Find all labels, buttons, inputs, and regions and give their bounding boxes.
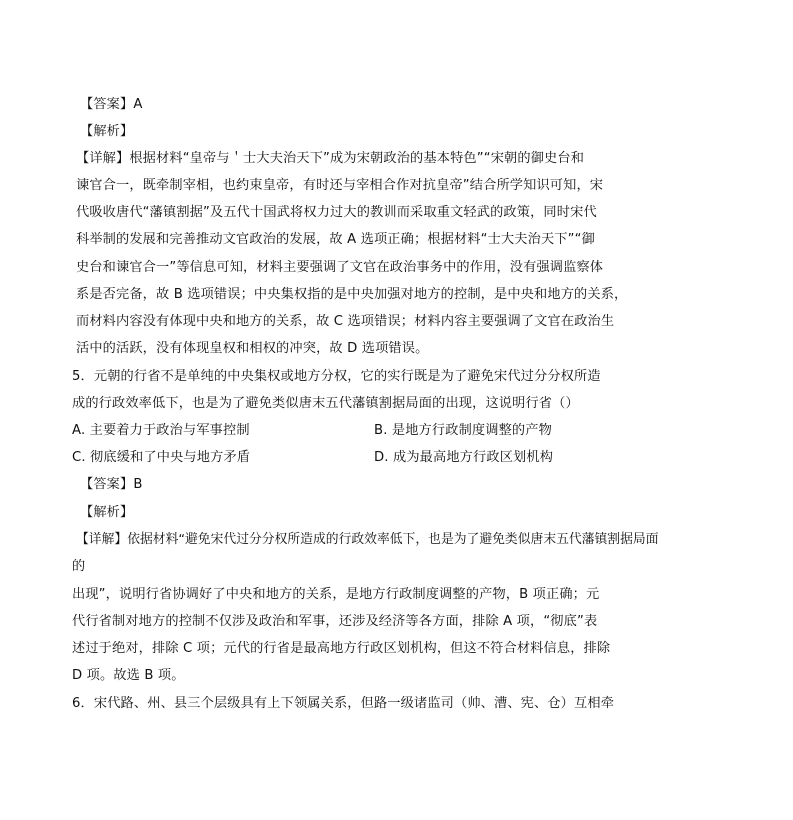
q4-detail-line: 代吸收唐代“藩镇割据”及五代十国武将权力过大的教训而采取重文轻武的政策，同时宋代 — [76, 205, 597, 220]
q5-stem-line: 成的行政效率低下，也是为了避免类似唐末五代藩镇割据局面的出现，这说明行省（） — [72, 396, 579, 411]
q4-detail-line: 【详解】根据材料“皇帝与＇士大夫治天下”成为宋朝政治的基本特色”“宋朝的御史台和 — [76, 151, 585, 166]
q4-detail-line: 活中的活跃，没有体现皇权和相权的冲突，故 D 选项错误。 — [76, 341, 429, 356]
q5-answer: 【答案】B — [80, 477, 143, 492]
q5-detail-line: 的 — [72, 559, 86, 574]
q5-detail-line: 代行省制对地方的控制不仅涉及政治和军事，还涉及经济等各方面，排除 A 项，“彻底”表 — [72, 614, 598, 629]
q4-detail-line: 系是否完备，故 B 选项错误；中央集权指的是中央加强对地方的控制，是中央和地方的关系， — [76, 287, 628, 302]
q4-detail-line: 谏官合一，既牵制宰相，也约束皇帝，有时还与宰相合作对抗皇帝”结合所学知识可知，宋 — [76, 178, 604, 193]
q4-answer: 【答案】A — [80, 97, 143, 112]
q4-detail-line: 科举制的发展和完善推动文官政治的发展，故 A 选项正确；根据材料“士大夫治天下”“御 — [76, 232, 595, 247]
q5-option-a: A. 主要着力于政治与军事控制 — [72, 423, 250, 438]
q4-detail-line: 史台和谏官合一”等信息可知，材料主要强调了文官在政治事务中的作用，没有强调监察体 — [76, 260, 604, 275]
q5-detail-line: 述过于绝对，排除 C 项；元代的行省是最高地方行政区划机构，但这不符合材料信息，排除 — [72, 641, 611, 656]
q5-detail-line: 【详解】依据材料“避免宋代过分分权所造成的行政效率低下，也是为了避免类似唐末五代藩镇割据局面 — [76, 532, 659, 547]
q5-detail-line: 出现”，说明行省协调好了中央和地方的关系，是地方行政制度调整的产物，B 项正确；元 — [72, 587, 600, 602]
q5-stem-line: 5．元朝的行省不是单纯的中央集权或地方分权，它的实行既是为了避免宋代过分分权所造 — [72, 369, 601, 384]
q5-option-c: C. 彻底缓和了中央与地方矛盾 — [72, 450, 251, 465]
q5-option-b: B. 是地方行政制度调整的产物 — [374, 423, 552, 438]
q4-detail-line: 而材料内容没有体现中央和地方的关系，故 C 选项错误；材料内容主要强调了文官在政治生 — [76, 314, 615, 329]
q6-stem-line: 6．宋代路、州、县三个层级具有上下领属关系，但路一级诸监司（帅、漕、宪、仓）互相牵 — [72, 696, 615, 711]
q5-analysis-heading: 【解析】 — [80, 505, 134, 520]
q5-option-d: D. 成为最高地方行政区划机构 — [374, 450, 554, 465]
q5-detail-line: D 项。故选 B 项。 — [72, 668, 185, 683]
q4-analysis-heading: 【解析】 — [80, 124, 134, 139]
